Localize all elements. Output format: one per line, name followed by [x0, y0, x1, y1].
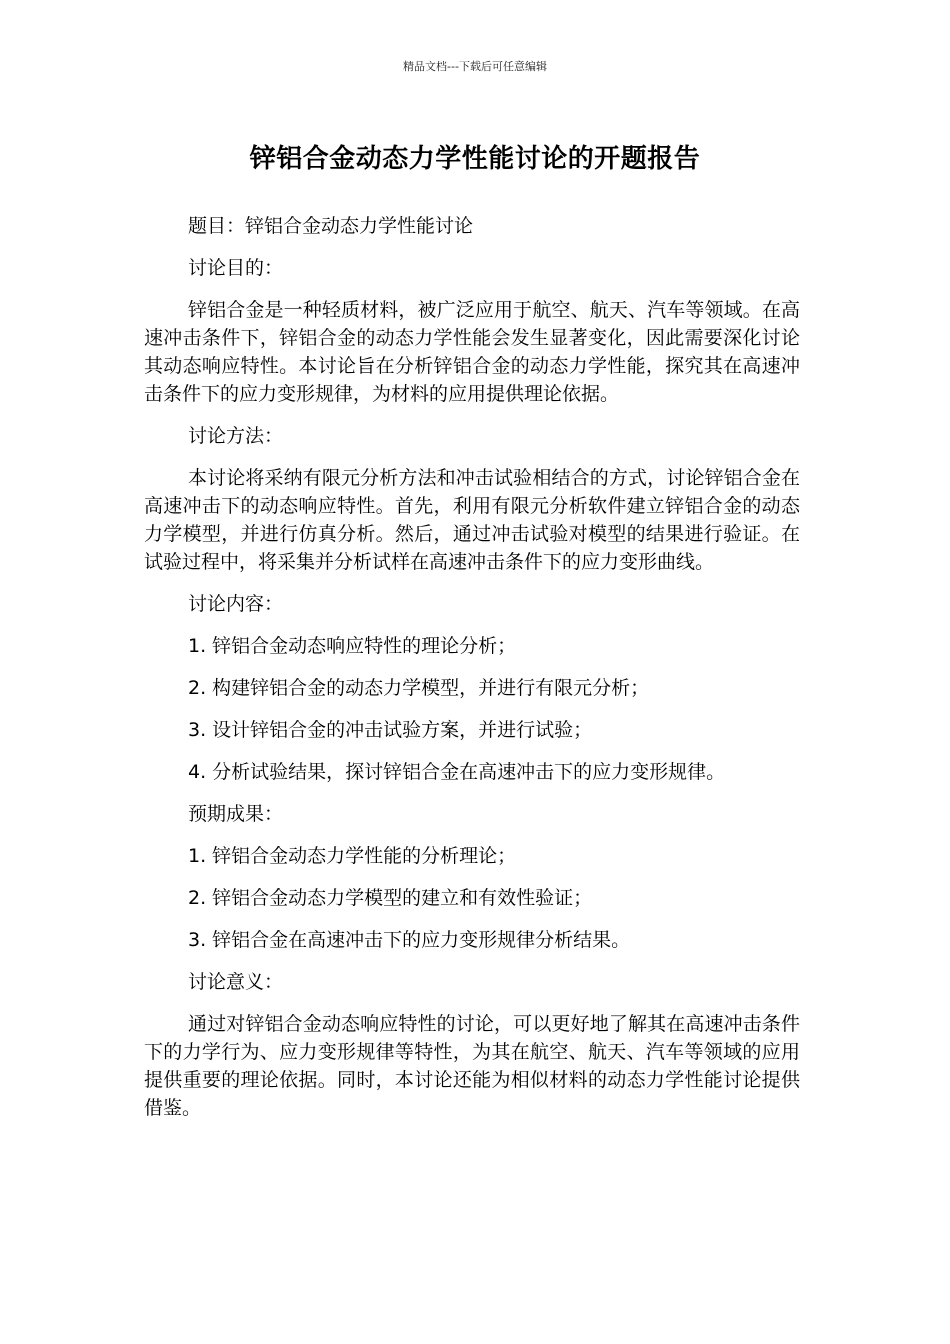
header-note: 精品文档---下载后可任意编辑: [403, 60, 547, 73]
results-heading: 预期成果：: [188, 803, 284, 825]
content-item: 3. 设计锌铝合金的冲击试验方案，并进行试验；: [188, 719, 593, 741]
content-item: 1. 锌铝合金动态响应特性的理论分析；: [188, 635, 517, 657]
purpose-heading: 讨论目的：: [188, 257, 284, 279]
topic-line: 题目：锌铝合金动态力学性能讨论: [188, 215, 474, 237]
content-item: 2. 构建锌铝合金的动态力学模型，并进行有限元分析；: [188, 677, 650, 699]
results-item: 1. 锌铝合金动态力学性能的分析理论；: [188, 845, 517, 867]
content-item: 4. 分析试验结果，探讨锌铝合金在高速冲击下的应力变形规律。: [188, 761, 726, 783]
content-heading: 讨论内容：: [188, 593, 284, 615]
method-heading: 讨论方法：: [188, 425, 284, 447]
significance-heading: 讨论意义：: [188, 971, 284, 993]
results-item: 3. 锌铝合金在高速冲击下的应力变形规律分析结果。: [188, 929, 631, 951]
significance-paragraph: 通过对锌铝合金动态响应特性的讨论，可以更好地了解其在高速冲击条件下的力学行为、应力变形规律等特性，为其在航空、航天、汽车等领域的应用提供重要的理论依据。同时，本讨论还能为相似材料的动态力学性能讨论提供借鉴。: [144, 1013, 800, 1119]
document-body: [144, 212, 800, 1136]
method-paragraph: 本讨论将采纳有限元分析方法和冲击试验相结合的方式，讨论锌铝合金在高速冲击下的动态响应特性。首先，利用有限元分析软件建立锌铝合金的动态力学模型，并进行仿真分析。然后，通过冲击试验对模型的结果进行验证。在试验过程中，将采集并分析试样在高速冲击条件下的应力变形曲线。: [144, 467, 800, 573]
results-item: 2. 锌铝合金动态力学模型的建立和有效性验证；: [188, 887, 593, 909]
document-title: 锌铝合金动态力学性能讨论的开题报告: [249, 144, 701, 174]
purpose-paragraph: 锌铝合金是一种轻质材料，被广泛应用于航空、航天、汽车等领域。在高速冲击条件下，锌铝合金的动态力学性能会发生显著变化，因此需要深化讨论其动态响应特性。本讨论旨在分析锌铝合金的动态力学性能，探究其在高速冲击条件下的应力变形规律，为材料的应用提供理论依据。: [144, 299, 800, 405]
